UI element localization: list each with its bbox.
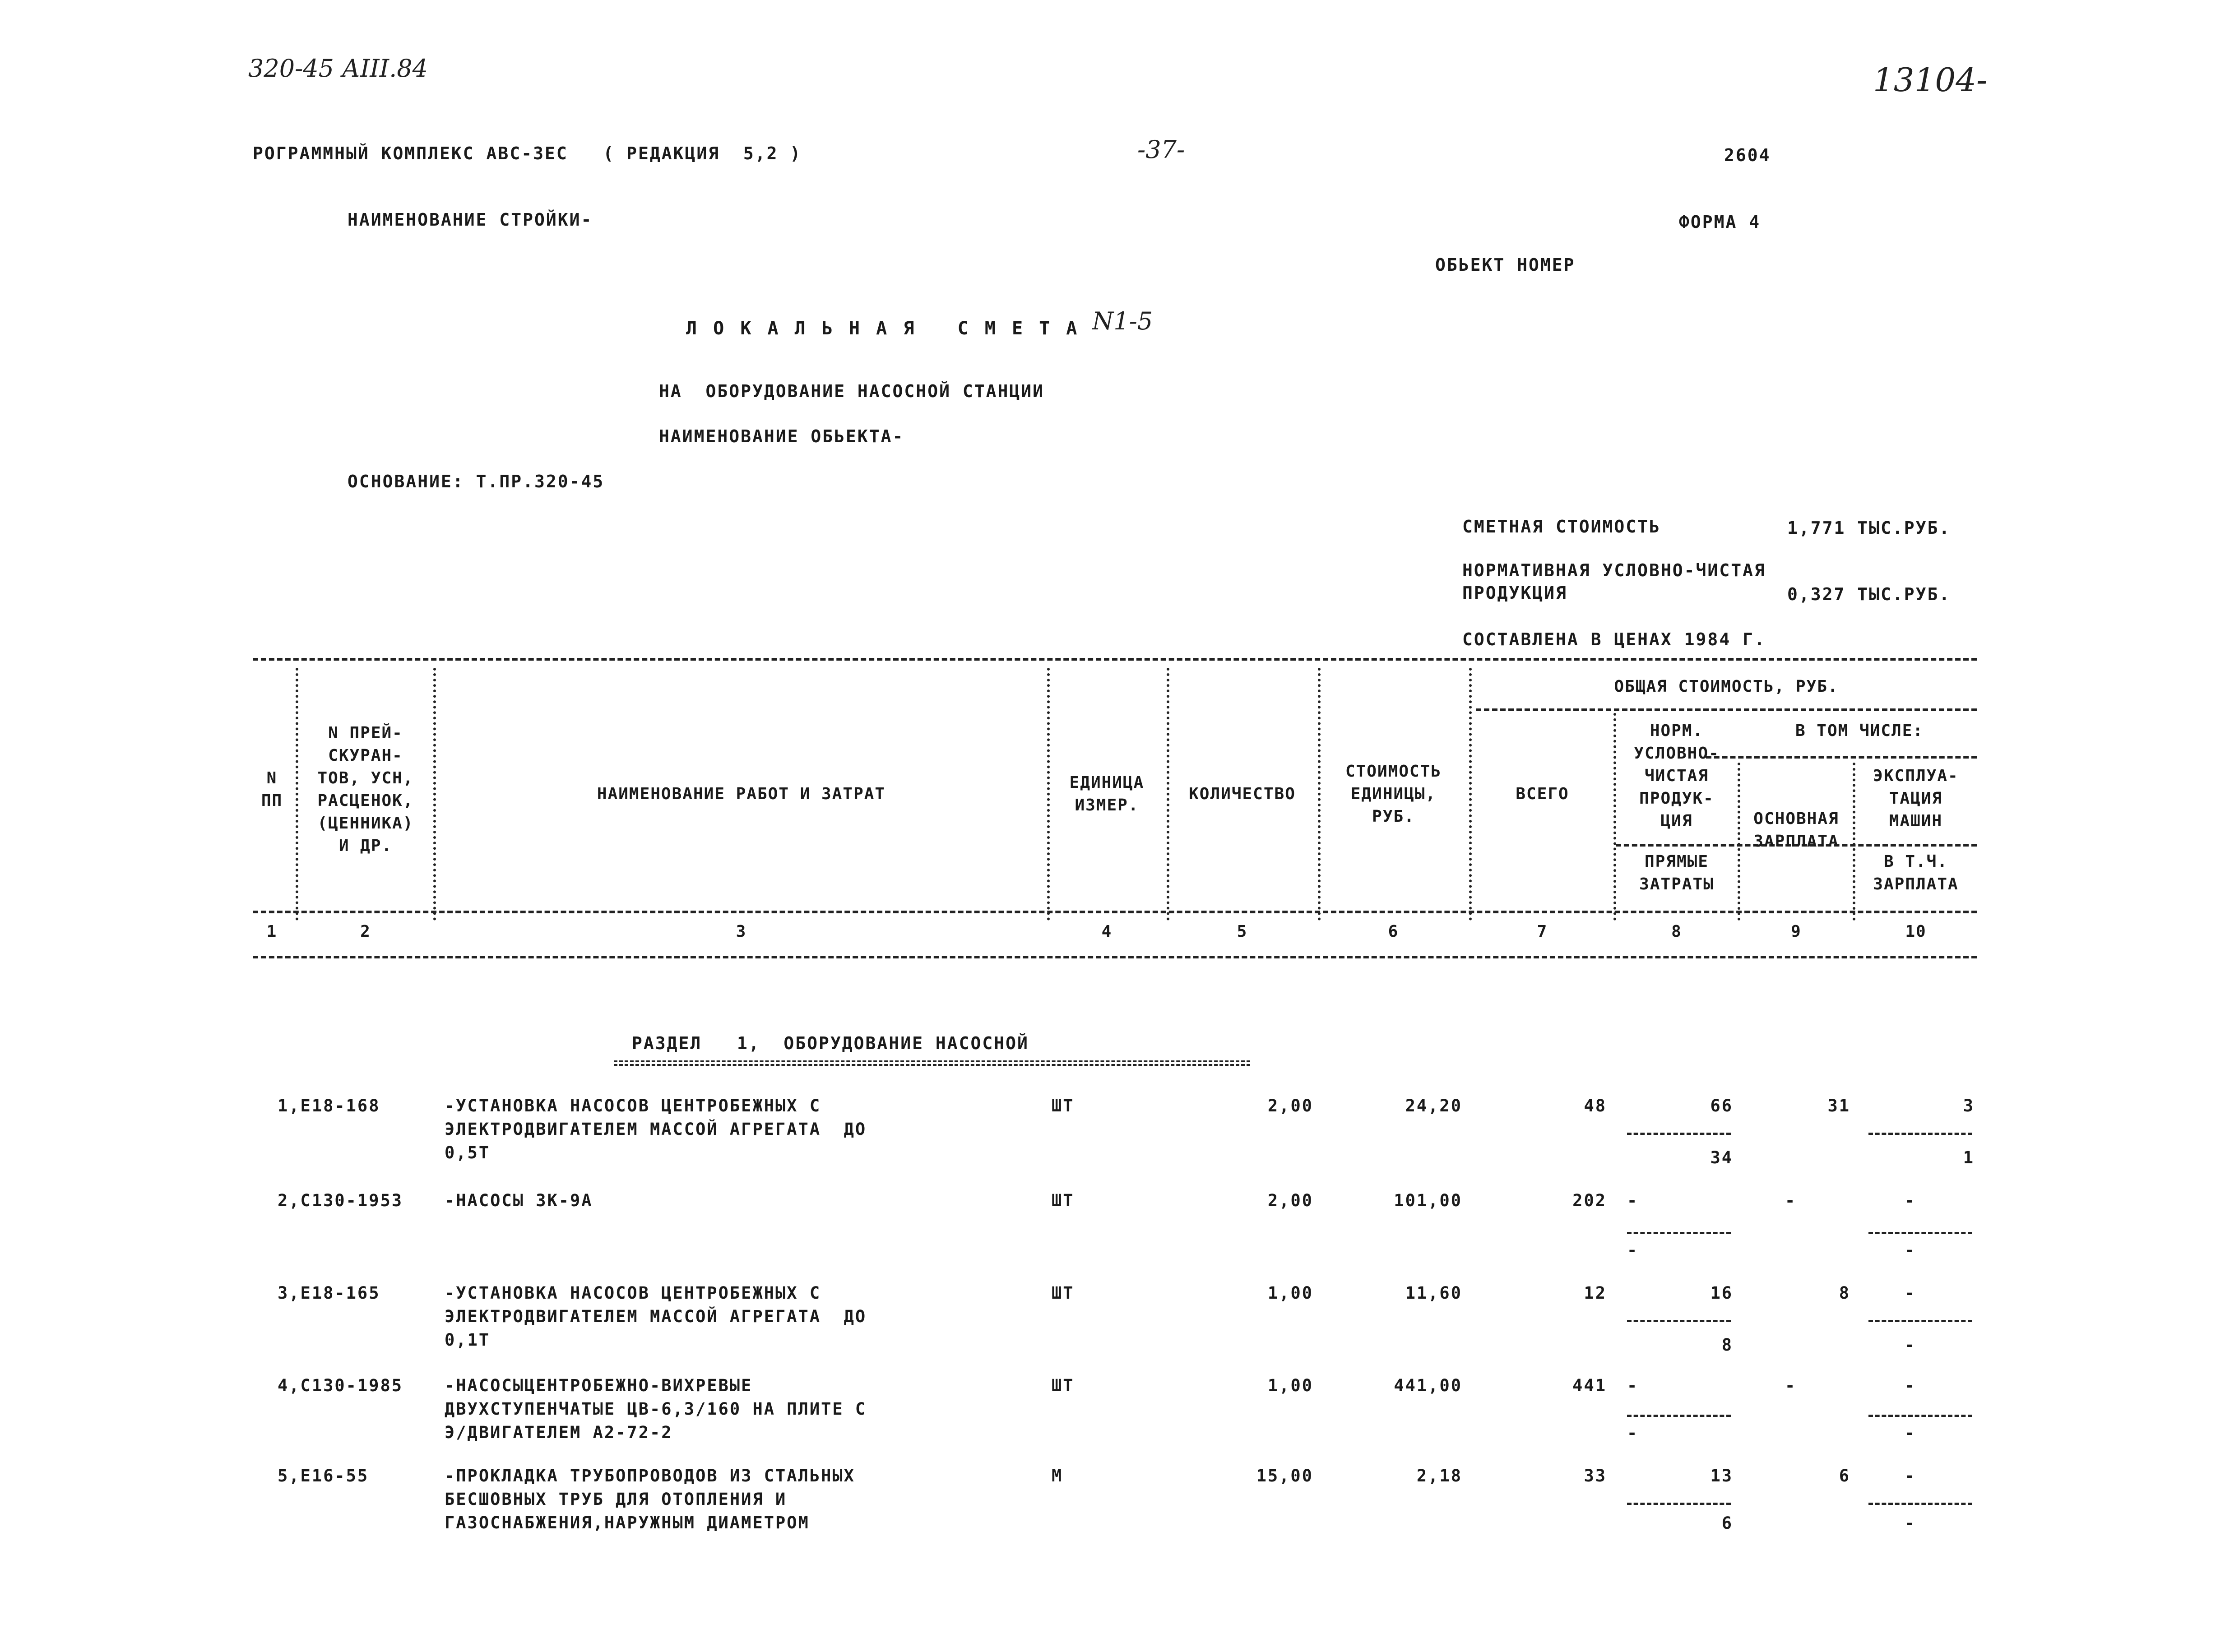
row-subdivider [1627, 1320, 1731, 1322]
row-machine-operation: - [1905, 1191, 1916, 1210]
row-subdivider [1868, 1415, 1972, 1417]
row-machine-salary: - [1905, 1423, 1916, 1443]
column-number-bottom-border [253, 956, 1977, 958]
row-code: 2,С130-1953 [278, 1191, 403, 1210]
row-norm-production: - [1627, 1376, 1639, 1395]
row-name: -ПРОКЛАДКА ТРУБОПРОВОДОВ ИЗ СТАЛЬНЫХ БЕСШОВНЫХ ТРУБ ДЛЯ ОТОПЛЕНИЯ И ГАЗОСНАБЖЕНИЯ,НАРУЖНЫМ ДИАМЕТРОМ [445, 1466, 855, 1532]
row-name: -НАСОСЫ 3К-9А [445, 1191, 593, 1210]
header-bottom-border [253, 911, 1977, 913]
col-header-machine-operation: ЭКСПЛУА- ТАЦИЯ МАШИН [1873, 767, 1959, 830]
row-subdivider [1868, 1320, 1972, 1322]
norm-label-2: ПРОДУКЦИЯ [1462, 583, 1567, 603]
handwritten-smeta-number: N1-5 [1092, 307, 1153, 335]
row-quantity: 2,00 [1267, 1096, 1313, 1115]
col-number: 2 [360, 922, 371, 941]
col-separator [433, 668, 436, 921]
row-unit: ШТ [1052, 1283, 1075, 1303]
row-subdivider [1868, 1503, 1972, 1505]
row-quantity: 1,00 [1267, 1376, 1313, 1395]
col-header-total: ВСЕГО [1516, 785, 1569, 803]
col-header-unit-cost: СТОИМОСТЬ ЕДИНИЦЫ, РУБ. [1345, 762, 1442, 826]
norm-label-1: НОРМАТИВНАЯ УСЛОВНО-ЧИСТАЯ [1462, 560, 1766, 580]
basis-label: ОСНОВАНИЕ: Т.ПР.320-45 [348, 472, 605, 491]
row-subdivider [1627, 1415, 1731, 1417]
row-base-salary: - [1785, 1191, 1797, 1210]
total-group-divider [1476, 708, 1977, 711]
row-quantity: 1,00 [1267, 1283, 1313, 1303]
cost-label: СМЕТНАЯ СТОИМОСТЬ [1462, 517, 1661, 537]
object-number-label: ОБЬЕКТ НОМЕР [1435, 255, 1576, 275]
row-base-salary: 6 [1839, 1466, 1850, 1485]
row-code: 4,С130-1985 [278, 1376, 403, 1395]
row-unit: ШТ [1052, 1191, 1075, 1210]
col-separator [1613, 713, 1616, 921]
col-header-direct-costs: ПРЯМЫЕ ЗАТРАТЫ [1639, 852, 1714, 893]
row-name: -УСТАНОВКА НАСОСОВ ЦЕНТРОБЕЖНЫХ С ЭЛЕКТРОДВИГАТЕЛЕМ МАССОЙ АГРЕГАТА ДО 0,5Т [445, 1096, 867, 1162]
row-norm-production: - [1627, 1191, 1639, 1210]
col-separator [1469, 668, 1472, 921]
col-number: 3 [736, 922, 747, 941]
row-total: 33 [1584, 1466, 1607, 1485]
row-norm-production: 16 [1710, 1283, 1733, 1303]
row-subdivider [1868, 1133, 1972, 1135]
col-number: 5 [1237, 922, 1248, 941]
col-header-number: N ПП [261, 769, 283, 810]
page-number: -37- [1137, 135, 1185, 164]
col-number: 10 [1905, 922, 1927, 941]
row-name: -НАСОСЫЦЕНТРОБЕЖНО-ВИХРЕВЫЕ ДВУХСТУПЕНЧАТЫЕ ЦВ-6,3/160 НА ПЛИТЕ С Э/ДВИГАТЕЛЕМ А2-72-2 [445, 1376, 867, 1442]
col-header-quantity: КОЛИЧЕСТВО [1189, 785, 1296, 803]
row-subdivider [1627, 1232, 1731, 1234]
section-title: РАЗДЕЛ 1, ОБОРУДОВАНИЕ НАСОСНОЙ [632, 1033, 1029, 1053]
row-base-salary: 8 [1839, 1283, 1850, 1303]
row-subdivider [1868, 1232, 1972, 1234]
row-direct-costs: 34 [1710, 1148, 1733, 1167]
row-code: 5,Е16-55 [278, 1466, 369, 1485]
document-code: 2604 [1724, 145, 1771, 165]
row-machine-salary: - [1905, 1240, 1916, 1260]
row-unit-price: 24,20 [1405, 1096, 1462, 1115]
row-base-salary: - [1785, 1376, 1797, 1395]
col-number: 6 [1388, 922, 1399, 941]
row-total: 202 [1572, 1191, 1607, 1210]
section-underline [614, 1060, 1250, 1066]
row-subdivider [1627, 1503, 1731, 1505]
row-code: 3,Е18-165 [278, 1283, 380, 1303]
col-number: 8 [1671, 922, 1682, 941]
row-unit-price: 101,00 [1394, 1191, 1462, 1210]
col-header-pricelist: N ПРЕЙ- СКУРАН- ТОВ, УСН, РАСЦЕНОК, (ЦЕННИКА) И ДР. [317, 724, 414, 855]
prices-year: СОСТАВЛЕНА В ЦЕНАХ 1984 Г. [1462, 629, 1766, 649]
handwritten-note-top-right: 13104- [1873, 61, 1988, 99]
col-number: 1 [266, 922, 278, 941]
col-number: 9 [1791, 922, 1802, 941]
row-direct-costs: - [1627, 1423, 1639, 1443]
row-unit: М [1052, 1466, 1063, 1485]
stroika-label: НАИМЕНОВАНИЕ СТРОЙКИ- [348, 210, 593, 230]
col-header-total-group: ОБЩАЯ СТОИМОСТЬ, РУБ. [1614, 677, 1839, 696]
row-direct-costs: - [1627, 1240, 1639, 1260]
col-separator [296, 668, 298, 921]
row-direct-costs: 8 [1721, 1335, 1733, 1355]
row-machine-operation: - [1905, 1466, 1916, 1485]
row-subdivider [1627, 1133, 1731, 1135]
row-unit: ШТ [1052, 1376, 1075, 1395]
row-unit-price: 2,18 [1416, 1466, 1462, 1485]
cost-value: 1,771 ТЫС.РУБ. [1787, 518, 1951, 538]
col-header-norm-production: НОРМ. УСЛОВНО- ЧИСТАЯ ПРОДУК- ЦИЯ [1634, 722, 1720, 830]
form-label: ФОРМА 4 [1679, 212, 1761, 232]
program-header: РОГРАММНЫЙ КОМПЛЕКС АВС-3ЕС ( РЕДАКЦИЯ 5,2 ) [253, 143, 802, 163]
object-name-label: НАИМЕНОВАНИЕ ОБЬЕКТА- [659, 426, 904, 446]
col-header-name: НАИМЕНОВАНИЕ РАБОТ И ЗАТРАТ [597, 785, 886, 803]
row-machine-operation: - [1905, 1283, 1916, 1303]
document-subject: НА ОБОРУДОВАНИЕ НАСОСНОЙ СТАНЦИИ [659, 381, 1044, 401]
incl-divider [1706, 756, 1977, 759]
col-header-unit: ЕДИНИЦА ИЗМЕР. [1069, 773, 1145, 814]
row-quantity: 15,00 [1256, 1466, 1313, 1485]
col-header-base-salary: ОСНОВНАЯ ЗАРПЛАТА [1753, 810, 1839, 851]
row-machine-operation: - [1905, 1376, 1916, 1395]
handwritten-note-top-left: 320-45 АIII.84 [248, 54, 428, 83]
table-top-border [253, 658, 1977, 661]
col-number: 7 [1537, 922, 1548, 941]
row-machine-salary: - [1905, 1513, 1916, 1533]
row-base-salary: 31 [1827, 1096, 1850, 1115]
row-machine-salary: 1 [1963, 1148, 1975, 1167]
row-unit: ШТ [1052, 1096, 1075, 1115]
col-number: 4 [1101, 922, 1113, 941]
row-norm-production: 13 [1710, 1466, 1733, 1485]
row-norm-production: 66 [1710, 1096, 1733, 1115]
row-unit-price: 11,60 [1405, 1283, 1462, 1303]
row-total: 441 [1572, 1376, 1607, 1395]
row-code: 1,Е18-168 [278, 1096, 380, 1115]
row-direct-costs: 6 [1721, 1513, 1733, 1533]
col-header-machine-salary: В Т.Ч. ЗАРПЛАТА [1873, 852, 1959, 893]
row-unit-price: 441,00 [1394, 1376, 1462, 1395]
norm-value: 0,327 ТЫС.РУБ. [1787, 584, 1951, 604]
row-machine-salary: - [1905, 1335, 1916, 1355]
row-quantity: 2,00 [1267, 1191, 1313, 1210]
row-total: 12 [1584, 1283, 1607, 1303]
document-title: Л О К А Л Ь Н А Я С М Е Т А [686, 318, 1080, 339]
row-machine-operation: 3 [1963, 1096, 1975, 1115]
col-header-including: В ТОМ ЧИСЛЕ: [1795, 722, 1924, 740]
row-total: 48 [1584, 1096, 1607, 1115]
row-name: -УСТАНОВКА НАСОСОВ ЦЕНТРОБЕЖНЫХ С ЭЛЕКТРОДВИГАТЕЛЕМ МАССОЙ АГРЕГАТА ДО 0,1Т [445, 1283, 867, 1350]
